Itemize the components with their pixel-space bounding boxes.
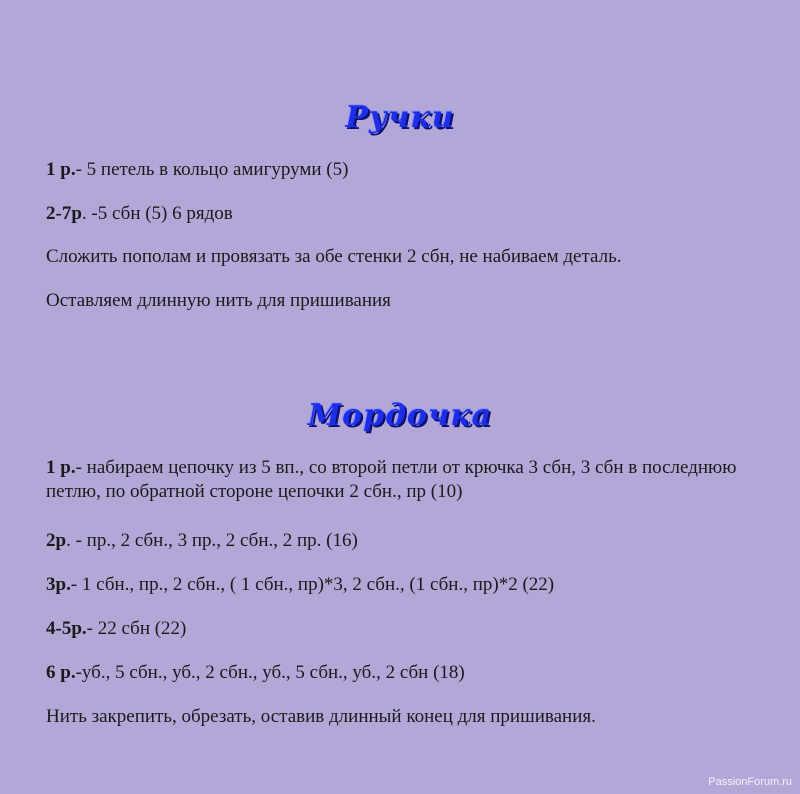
instruction-line — [46, 289, 766, 313]
row-label: 1 р. — [46, 159, 76, 180]
row-text: - набираем цепочку из 5 вп., со второй петли от крючка 3 сбн, 3 сбн в последнюю петлю, по обратной стороне цепочки 2 сбн., пр (10) — [46, 457, 737, 502]
row-line — [46, 617, 766, 641]
row-text: - 5 петель в кольцо амигуруми (5) — [75, 159, 349, 180]
section-title-muzzle: Мордочка — [307, 398, 493, 433]
row-label: 1 р. — [46, 457, 76, 478]
row-text: - 1 сбн., пр., 2 сбн., ( 1 сбн., пр)*3, 2 сбн., (1 сбн., пр)*2 (22) — [70, 574, 555, 595]
instruction-line — [46, 245, 766, 269]
row-line — [46, 456, 766, 504]
row-text: -уб., 5 сбн., уб., 2 сбн., уб., 5 сбн., уб., 2 сбн (18) — [75, 662, 465, 683]
row-label: 6 р. — [46, 662, 76, 683]
instruction-line — [46, 705, 766, 729]
row-line — [46, 661, 766, 685]
row-line — [46, 529, 766, 553]
row-label: 3р. — [46, 574, 71, 595]
watermark: PassionForum.ru — [708, 776, 792, 788]
row-text: - 22 сбн (22) — [86, 618, 187, 639]
instruction-text: Сложить пополам и провязать за обе стенки 2 сбн, не набиваем деталь. — [46, 246, 622, 267]
row-label: 2-7р — [46, 203, 82, 224]
row-line — [46, 202, 766, 226]
instruction-text: Оставляем длинную нить для пришивания — [46, 290, 391, 311]
row-line — [46, 573, 766, 597]
instruction-text: Нить закрепить, обрезать, оставив длинный конец для пришивания. — [46, 706, 596, 727]
row-line — [46, 158, 766, 182]
row-label: 2р — [46, 530, 67, 551]
row-text: . - пр., 2 сбн., 3 пр., 2 сбн., 2 пр. (16) — [66, 530, 358, 551]
row-label: 4-5р. — [46, 618, 87, 639]
section-title-handles: Ручки — [345, 100, 455, 135]
row-text: . -5 сбн (5) 6 рядов — [81, 203, 233, 224]
